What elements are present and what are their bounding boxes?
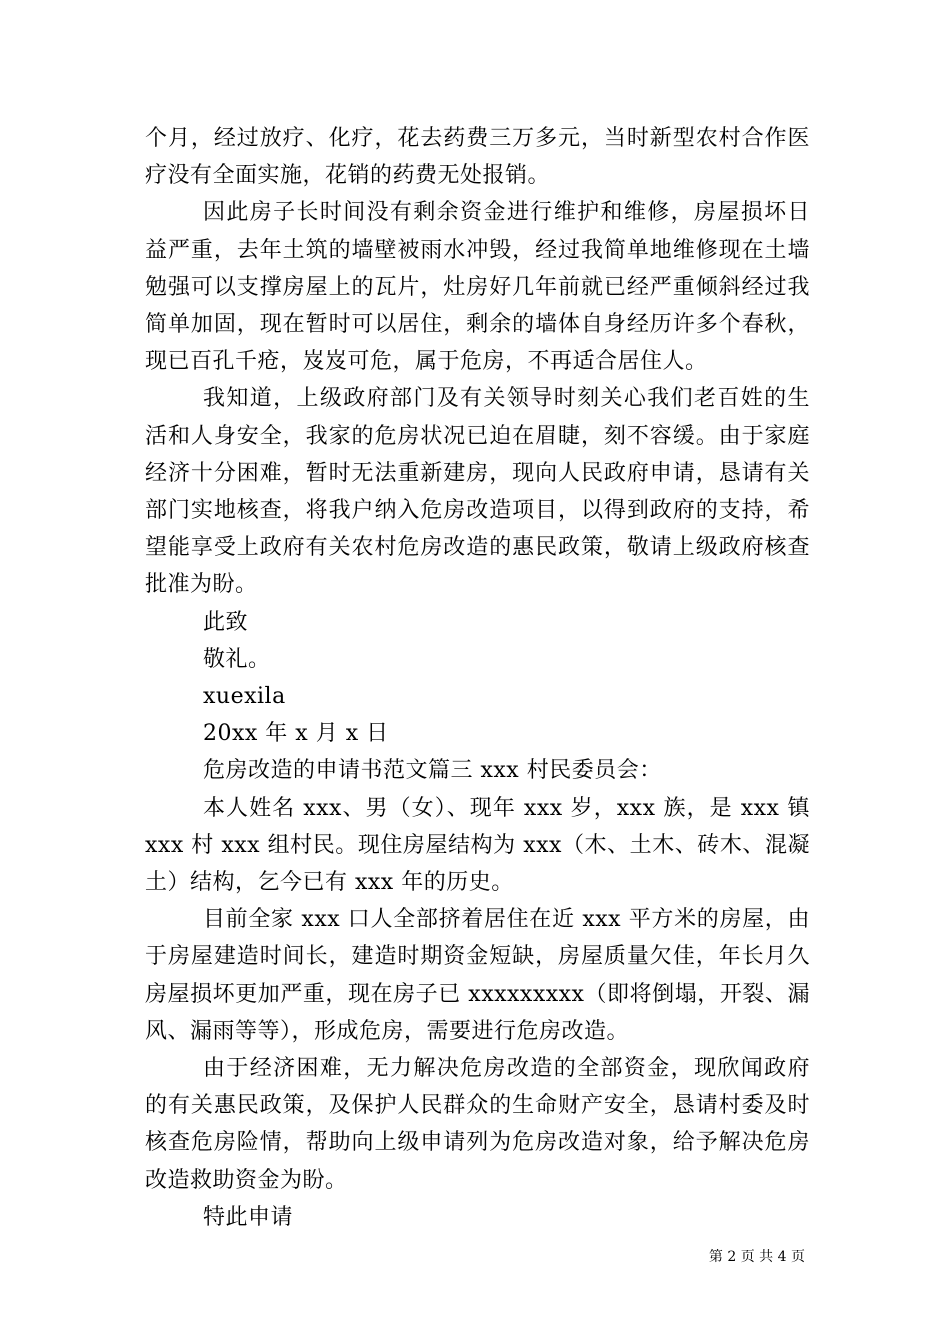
closing-greeting: 此致 [203, 609, 249, 635]
document-body [145, 120, 810, 1236]
page-number: 第 2 页 共 4 页 [708, 1249, 805, 1265]
section-heading: 危房改造的申请书范文篇三 xxx 村民委员会： [203, 758, 662, 784]
closing-application: 特此申请 [203, 1204, 294, 1230]
paragraph-family-situation: 目前全家 xxx 口人全部挤着居住在近 xxx 平方米的房屋，由于房屋建造时间长，建造时期资金短缺，房屋质量欠佳，年长月久房屋损坏更加严重，现在房子已 xxxxxxxxx（即将倒塌，开裂、漏风、漏雨等等），形成危房，需要进行危房改造。 [145, 907, 810, 1044]
paragraph-applicant-info: 本人姓名 xxx、男（女）、现年 xxx 岁，xxx 族，是 xxx 镇 xxx 村 xxx 组村民。现住房屋结构为 xxx（木、土木、砖木、混凝土）结构，乞今已有 xxx 年的历史。 [145, 795, 810, 896]
closing-salute: 敬礼。 [203, 646, 271, 672]
paragraph-funding-request: 由于经济困难，无力解决危房改造的全部资金，现欣闻政府的有关惠民政策，及保护人民群众的生命财产安全，恳请村委及时核查危房险情，帮助向上级申请列为危房改造对象，给予解决危房改造救助资金为盼。 [145, 1056, 810, 1193]
paragraph-house-damage: 因此房子长时间没有剩余资金进行维护和维修，房屋损坏日益严重，去年土筑的墙壁被雨水冲毁，经过我简单地维修现在土墙勉强可以支撑房屋上的瓦片，灶房好几年前就已经严重倾斜经过我简单加固，现在暂时可以居住，剩余的墙体自身经历许多个春秋，现已百孔千疮，岌岌可危，属于危房，不再适合居住人。 [145, 200, 810, 375]
signature-date: 20xx 年 x 月 x 日 [203, 721, 389, 747]
signature-name: xuexila [203, 684, 286, 710]
paragraph-continuation: 个月，经过放疗、化疗，花去药费三万多元，当时新型农村合作医疗没有全面实施，花销的药费无处报销。 [145, 126, 810, 189]
paragraph-request: 我知道，上级政府部门及有关领导时刻关心我们老百姓的生活和人身安全，我家的危房状况已迫在眉睫，刻不容缓。由于家庭经济十分困难，暂时无法重新建房，现向人民政府申请，恳请有关部门实地核查，将我户纳入危房改造项目，以得到政府的支持，希望能享受上政府有关农村危房改造的惠民政策，敬请上级政府核查批准为盼。 [145, 386, 810, 598]
